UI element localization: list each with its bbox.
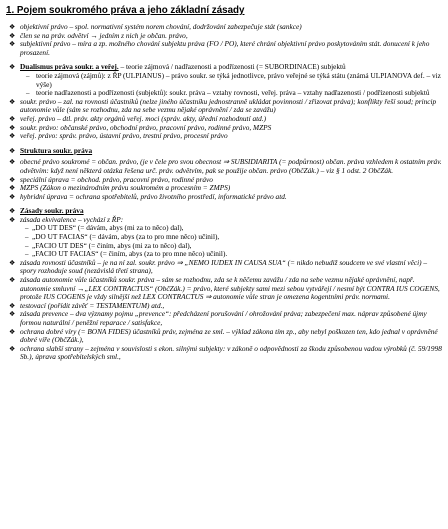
dash-bullet-icon: – xyxy=(25,233,29,242)
diamond-bullet-icon: ❖ xyxy=(9,276,16,285)
item-text: veřej. právo: správ. právo, ústavní právo, trestní právo, procesní právo xyxy=(20,131,228,141)
item-text: „DO UT FACIAS“ (= dávám, abys (za to pro mne něco) učinil), xyxy=(32,232,220,242)
section-4 xyxy=(6,207,442,362)
document-title: 1. Pojem soukromého práva a jeho základní zásady xyxy=(6,5,245,16)
diamond-bullet-icon: ❖ xyxy=(9,132,16,141)
diamond-bullet-icon: ❖ xyxy=(9,114,16,123)
list-item xyxy=(6,147,442,156)
item-text: zásada ekvivalence – vychází z ŘP: xyxy=(20,214,124,224)
list-item xyxy=(6,158,442,175)
section-heading: Struktura soukr. práva xyxy=(20,145,93,155)
section-heading: Zásady soukr. práva xyxy=(20,206,84,216)
dash-bullet-icon: – xyxy=(26,71,30,80)
list-item xyxy=(6,40,442,57)
list-item xyxy=(6,310,442,327)
section-2 xyxy=(6,63,442,140)
dash-bullet-icon: – xyxy=(25,250,29,259)
item-text: hybridní úprava = ochrana spotřebitelů, právo životního prostředí, informatické právo atd. xyxy=(20,191,287,201)
item-text: obecné právo soukromé = občan. právo, (je v čele pro svou obecnost ⇒ SUBSIDIARITA (= podpůrnost) občan. práva vzhledem k ostatním práv. odvětvím: když není některá otázka řešena urč. práv. odvětvím, pak se použije občan. právo (ObčZák.) – viz § 1 odst. 2 ObčZák. xyxy=(20,157,442,175)
item-text: objektivní právo – spol. normativní systém norem chování, dodržování zabezpečuje stát (sankce) xyxy=(20,22,302,31)
dash-bullet-icon: – xyxy=(26,89,30,98)
item-text: speciální úprava = obchod. právo, pracovní právo, rodinné právo xyxy=(20,174,213,184)
diamond-bullet-icon: ❖ xyxy=(9,301,16,310)
list-item xyxy=(6,345,442,362)
list-item xyxy=(6,132,442,141)
document-body xyxy=(6,23,442,362)
diamond-bullet-icon: ❖ xyxy=(9,97,16,106)
diamond-bullet-icon: ❖ xyxy=(9,310,16,319)
diamond-bullet-icon: ❖ xyxy=(9,215,16,224)
item-text: zásada prevence – dva významy pojmu „prevence“: předcházení porušování / ohrožování práva; zabezpečení max. náprav způsobené újmy formou naturální / peněžní reparace / satisfakce, xyxy=(20,309,427,327)
item-text: testovací (pořídit závěť = TESTAMENTUM) atd., xyxy=(20,300,165,310)
section-heading: Dualismus práva soukr. a veřej. xyxy=(20,62,119,72)
list-item xyxy=(6,72,442,89)
item-text: veřej. právo – dtl. práv. akty orgánů veřej. moci (správ. akty, úřední rozhodnutí atd.) xyxy=(20,113,267,123)
section-1 xyxy=(6,23,442,57)
diamond-bullet-icon: ❖ xyxy=(9,207,16,216)
item-text: zásada rovnosti účastníků – je na ní zal. soukr. právo ⇒ „NEMO IUDEX IN CAUSA SUA“ (= nikdo nebudiž soudcem ve své vlastní věci) – spory rozhoduje soud (nezávislá třetí strana), xyxy=(20,257,428,276)
item-text: ochrana dobré víry (= BONA FIDES) účastníků práv, zejména ze sml. – výklad zákona tím zp., aby nebyl poškozen ten, kdo jednal v oprávněné dobré víře (ObčZák.), xyxy=(20,326,438,345)
diamond-bullet-icon: ❖ xyxy=(9,175,16,184)
diamond-bullet-icon: ❖ xyxy=(9,23,16,31)
item-text: teorie zájmová (zájmů): z ŘP (ULPIANUS) – právo soukr. se týká jednotlivce, právo veřejné se týká státu (známá ULPIANOVA def. – viz výše) xyxy=(36,70,441,89)
item-text: soukr. právo: občanské právo, obchodní právo, pracovní právo, rodinné právo, MZPS xyxy=(20,122,272,132)
item-text: ochrana slabší strany – zejména v souvislosti s ekon. silnými subjekty: v zákoně o odpovědnosti za škodu způsobenou vadou výrobků (č. 59/1998 Sb.), úprava spotřebitelských sml., xyxy=(20,343,442,362)
diamond-bullet-icon: ❖ xyxy=(9,146,16,155)
diamond-bullet-icon: ❖ xyxy=(9,327,16,336)
item-text: – teorie zájmová / nadřazenosti a podřízenosti (= SUBORDINACE) subjektů xyxy=(118,62,346,72)
dash-bullet-icon: – xyxy=(25,241,29,250)
section-3 xyxy=(6,147,442,202)
diamond-bullet-icon: ❖ xyxy=(9,63,16,72)
diamond-bullet-icon: ❖ xyxy=(9,40,16,49)
item-text: soukr. právo – zal. na rovnosti účastníků (nelze jiného účastníku jednostranně ukládat povinnosti / zřizovat práva); konflikty řeší soud; princip autonomie vůle (sám se rozhodnu, zda na sebe vezmu nějaké oprávnění / zda se zavážu) xyxy=(20,96,437,115)
dash-bullet-icon: – xyxy=(25,224,29,233)
item-text: MZPS (Zákon o mezinárodním právu soukromém a procesním = ZMPS) xyxy=(20,183,231,193)
item-text: „DO UT DES“ (= dávám, abys (mi za to něco) dal), xyxy=(32,223,184,233)
item-text: teorie nadřazenosti a podřízenosti (subjektů): soukr. práva – vztahy rovnosti, veřej. práva – vztahy nadřazenosti / podřízenosti subjektů xyxy=(36,88,430,98)
list-item xyxy=(6,98,442,115)
item-text: „FACIO UT DES“ (= činím, abys (mi za to něco) dal), xyxy=(32,240,192,250)
diamond-bullet-icon: ❖ xyxy=(9,123,16,132)
diamond-bullet-icon: ❖ xyxy=(9,344,16,353)
diamond-bullet-icon: ❖ xyxy=(9,184,16,193)
diamond-bullet-icon: ❖ xyxy=(9,192,16,201)
list-item xyxy=(6,276,442,302)
list-item xyxy=(6,328,442,345)
diamond-bullet-icon: ❖ xyxy=(9,158,16,167)
item-text: člen se na práv. odvětví → jedním z nich je občan. právo, xyxy=(20,30,188,40)
item-text: „FACIO UT FACIAS“ (= činím, abys (za to pro mne něco) učinil). xyxy=(32,249,228,259)
list-item xyxy=(6,193,442,202)
item-text: subjektivní právo – míra a zp. možného chování subjektu práva (FO / PO), které chrání objektivní právo poskytováním stát. donucení k jeho prosazení. xyxy=(20,39,430,57)
diamond-bullet-icon: ❖ xyxy=(9,258,16,267)
item-text: zásada autonomie vůle účastníků soukr. práva – sám se rozhodnu, zda se k něčemu zavážu / zda na sebe vezmu nějaké oprávnění, např. autonomie smluvní →„LEX CONTRACTUS“ (ObčZák.) = právo, které subjekty sami mezi sebou vytvářejí / nesmí být CONTRA IUS COGENS, protože IUS COGENS je vždy silnější než LEX CONTRACTUS ⇒ autonomie vůle stran je omezena kogentními práv. normami. xyxy=(20,275,440,302)
diamond-bullet-icon: ❖ xyxy=(9,31,16,40)
list-item xyxy=(6,259,442,276)
